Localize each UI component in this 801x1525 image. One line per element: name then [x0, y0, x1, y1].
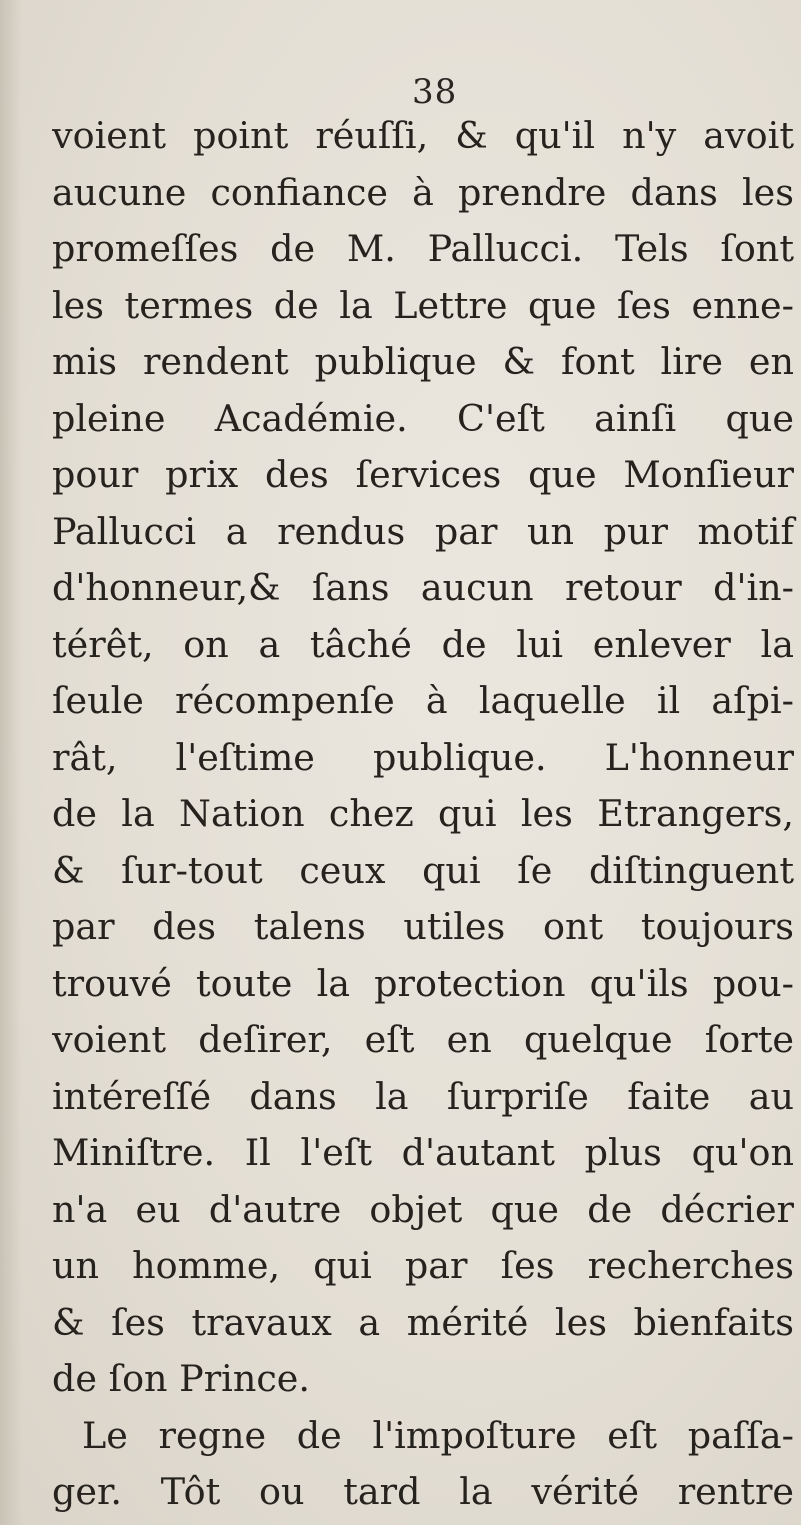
text-line: ger. Tôt ou tard la vérité rentre	[52, 1470, 794, 1513]
text-line: par des talens utiles ont toujours	[52, 905, 794, 948]
text-line: & ſur-tout ceux qui ſe diſtinguent	[52, 848, 794, 892]
text-line: térêt, on a tâché de lui enlever la	[52, 622, 794, 666]
text-line: n'a eu d'autre objet que de décrier	[52, 1187, 794, 1231]
text-line: Pallucci a rendus par un pur motif	[52, 509, 794, 553]
text-line: pleine Académie. C'eſt ainſi que	[52, 396, 794, 440]
paragraph-end-line: de ſon Prince.	[52, 1357, 310, 1400]
paragraph-start-line: Le regne de l'impoſture eſt paſſa-	[82, 1413, 794, 1457]
text-line: intéreſſé dans la ſurpriſe faite au	[52, 1074, 794, 1118]
text-line: voient deſirer, eſt en quelque ſorte	[52, 1018, 794, 1061]
binding-gutter	[0, 0, 22, 1525]
text-line: d'honneur,& ſans aucun retour d'in-	[52, 566, 794, 609]
text-line: aucune confiance à prendre dans les	[52, 170, 794, 214]
text-line: voient point réuſſi, & qu'il n'y avoit	[52, 114, 794, 157]
text-line: les termes de la Lettre que ſes enne-	[52, 283, 794, 327]
text-line: Miniſtre. Il l'eſt d'autant plus qu'on	[52, 1131, 794, 1174]
text-line: de la Nation chez qui les Etrangers,	[52, 792, 794, 835]
text-line: & ſes travaux a mérité les bienfaits	[52, 1300, 794, 1344]
text-line: promeſſes de M. Pallucci. Tels ſont	[52, 227, 794, 270]
text-line: rât, l'eſtime publique. L'honneur	[52, 735, 794, 779]
text-line: un homme, qui par ſes recherches	[52, 1244, 794, 1287]
body-text	[52, 108, 800, 1521]
text-line: trouvé toute la protection qu'ils pou-	[52, 961, 794, 1005]
text-line: mis rendent publique & font lire en	[52, 340, 794, 383]
text-line: ſeule récompenſe à laquelle il aſpi-	[52, 679, 794, 722]
page-number: 38	[412, 72, 458, 112]
text-line: pour prix des ſervices que Monſieur	[52, 453, 794, 496]
